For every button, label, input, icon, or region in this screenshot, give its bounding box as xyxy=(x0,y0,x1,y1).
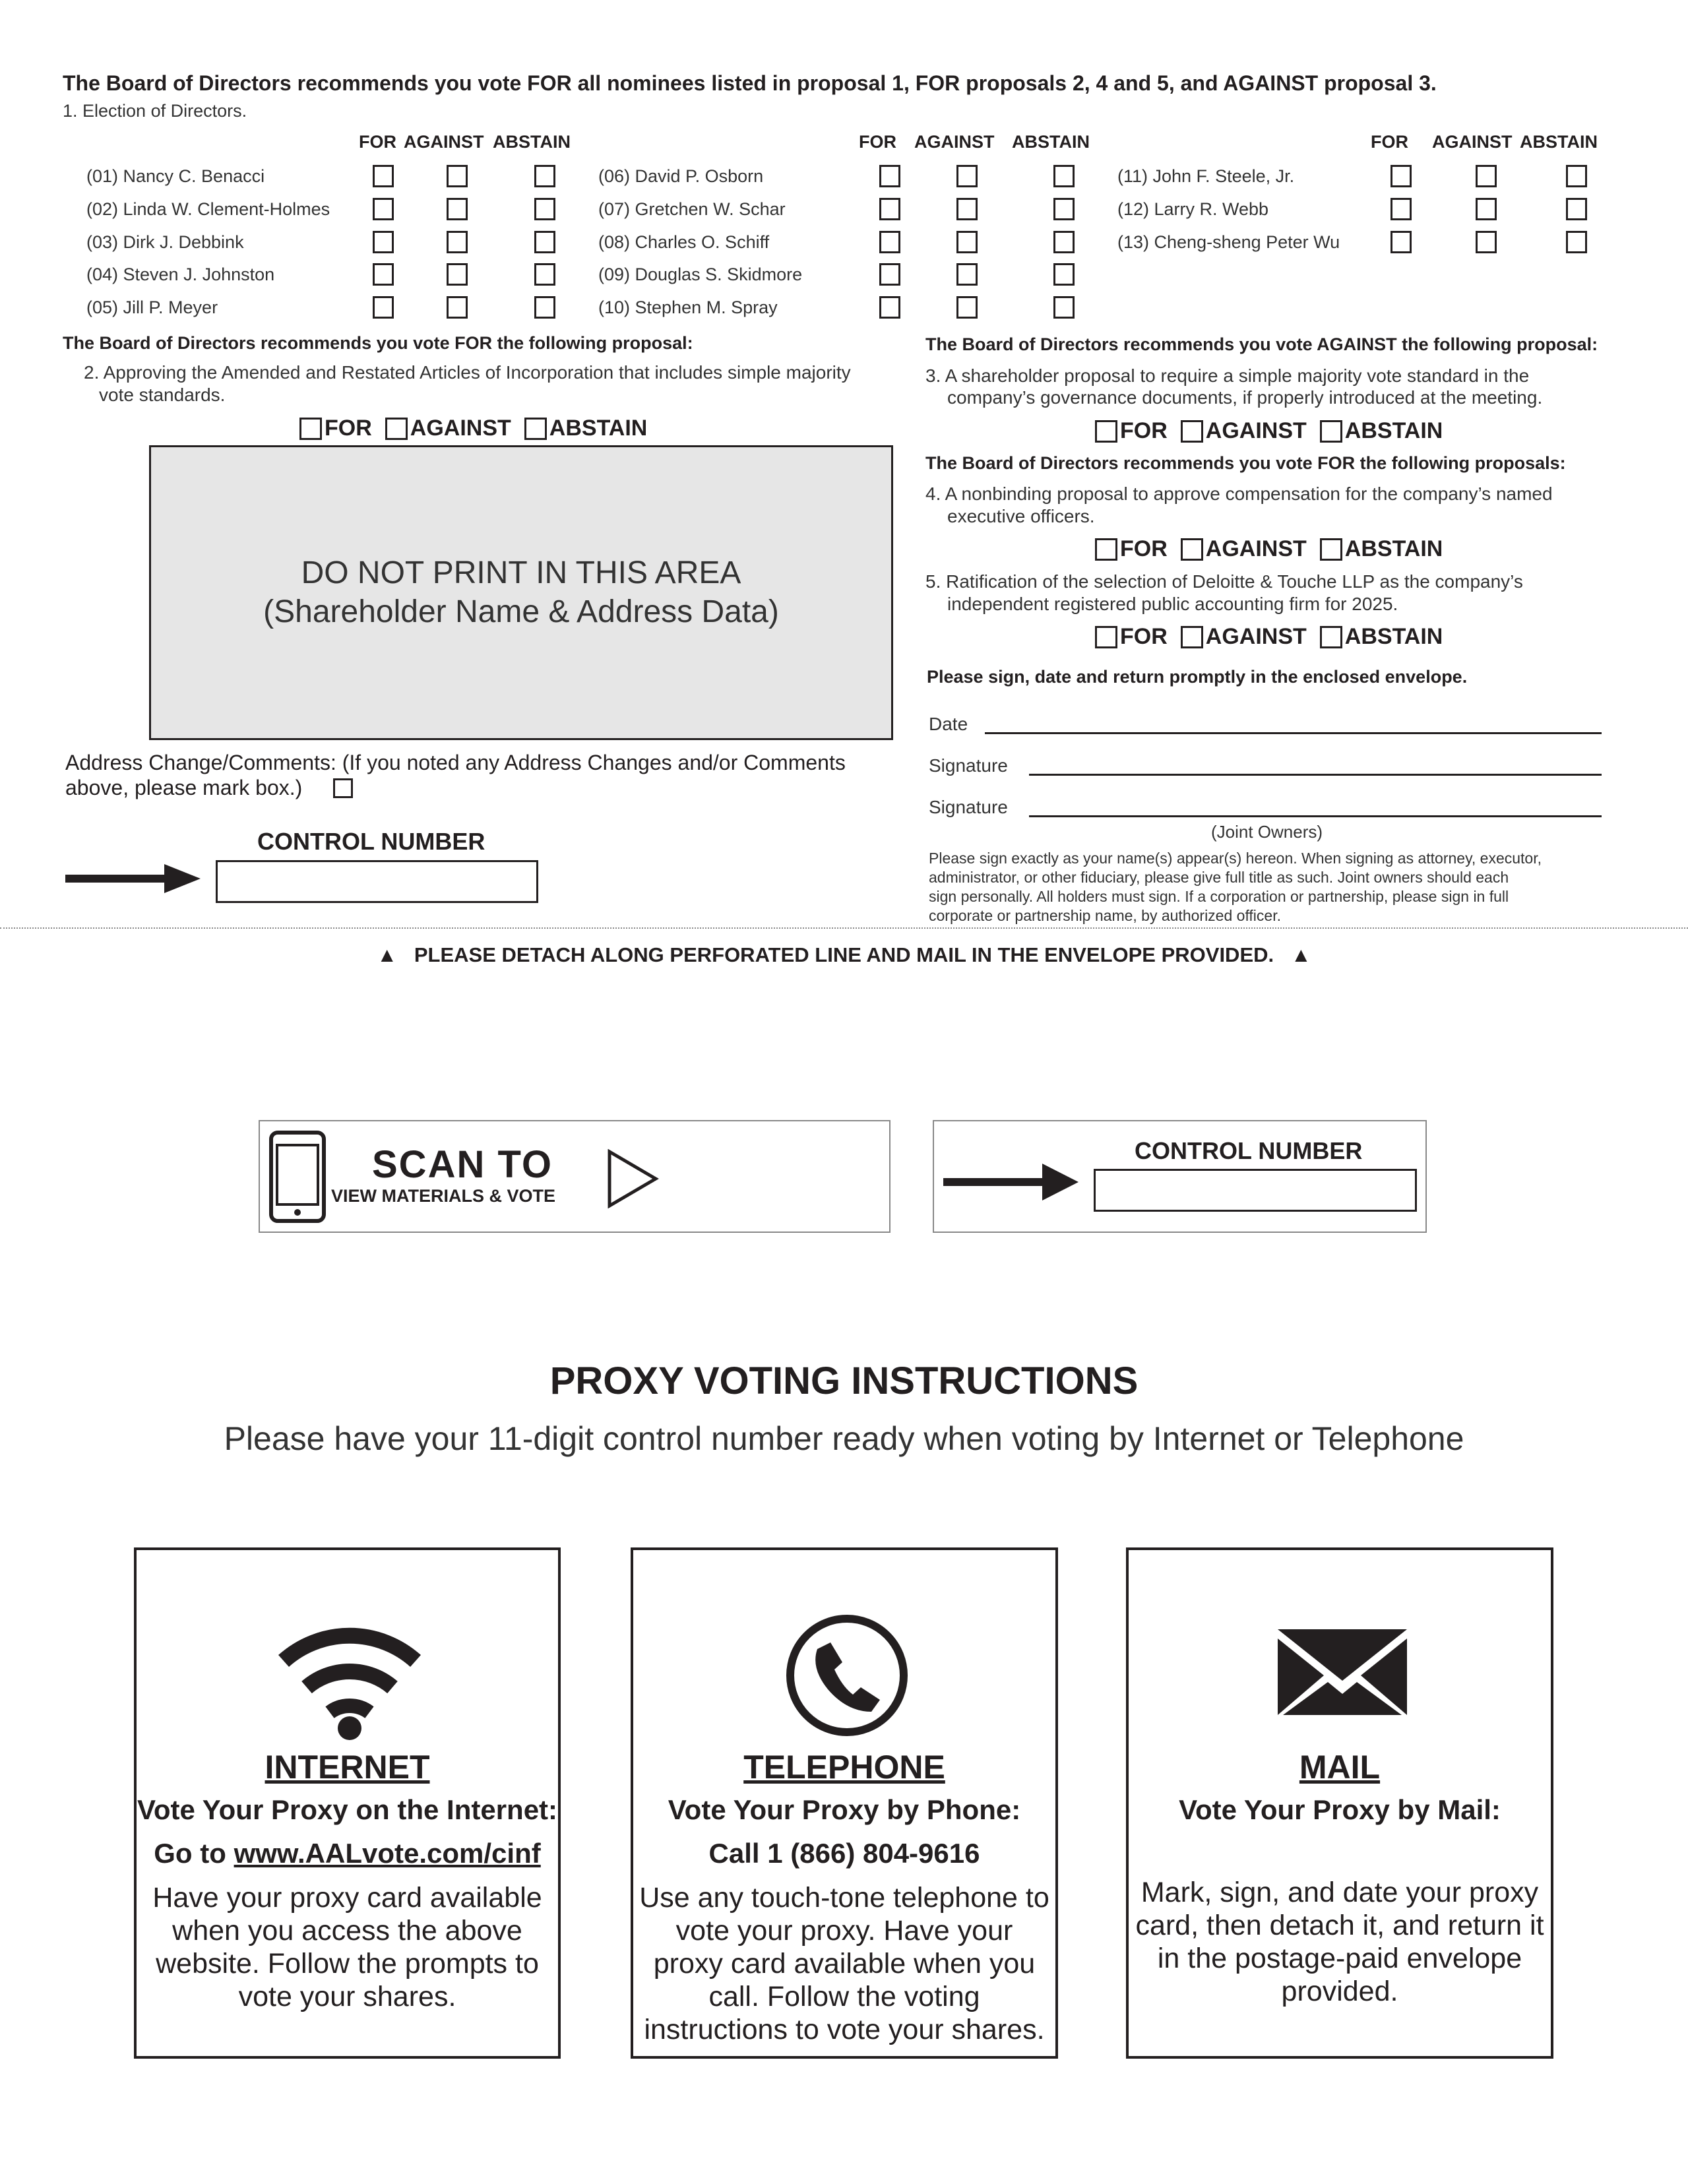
nominee-for-checkbox[interactable] xyxy=(373,165,394,187)
proposal4-for-checkbox[interactable] xyxy=(1095,538,1117,561)
nominee-name: (05) Jill P. Meyer xyxy=(86,297,218,317)
arrow-right-icon xyxy=(65,864,201,893)
proposal45-recommendation: The Board of Directors recommends you vote FOR the following proposals: xyxy=(925,453,1566,473)
nominee-name: (02) Linda W. Clement-Holmes xyxy=(86,199,330,219)
internet-voting-box xyxy=(134,1547,561,2059)
nominee-for-checkbox[interactable] xyxy=(373,231,394,253)
fine-print-line: corporate or partnership name, by authorized officer. xyxy=(929,907,1281,924)
nominee-abstain-checkbox[interactable] xyxy=(1053,263,1075,286)
envelope-icon xyxy=(1278,1629,1407,1715)
signature-label: Signature xyxy=(929,755,1008,776)
abstain-label: ABSTAIN xyxy=(1344,418,1443,443)
nominee-name: (06) David P. Osborn xyxy=(598,166,764,186)
nominee-name: (13) Cheng-sheng Peter Wu xyxy=(1117,232,1340,252)
abstain-label: ABSTAIN xyxy=(549,416,648,441)
control-number-label: CONTROL NUMBER xyxy=(1135,1137,1363,1164)
control-number-box xyxy=(933,1120,1427,1233)
proposal2-options xyxy=(299,416,647,441)
nominee-against-checkbox[interactable] xyxy=(956,231,978,253)
nominee-name: (10) Stephen M. Spray xyxy=(598,297,778,317)
nominee-name: (11) John F. Steele, Jr. xyxy=(1117,166,1295,186)
internet-body: Have your proxy card available when you access the above website. Follow the prompts to vote your shares. xyxy=(152,1882,542,2012)
go-to-label: Go to xyxy=(154,1838,234,1869)
col-abstain: ABSTAIN xyxy=(1012,132,1090,152)
nominee-name: (01) Nancy C. Benacci xyxy=(86,166,265,186)
nominee-abstain-checkbox[interactable] xyxy=(1566,231,1587,253)
nominee-for-checkbox[interactable] xyxy=(1391,231,1412,253)
nominee-against-checkbox[interactable] xyxy=(956,198,978,220)
address-change-checkbox[interactable] xyxy=(333,778,353,798)
col-against: AGAINST xyxy=(404,132,484,152)
signature-joint-label: Signature xyxy=(929,797,1008,817)
proposal3-text-cont: company’s governance documents, if properly introduced at the meeting. xyxy=(947,387,1543,408)
against-label: AGAINST xyxy=(1205,536,1307,561)
nominee-against-checkbox[interactable] xyxy=(1476,231,1497,253)
detach-instruction xyxy=(0,943,1688,967)
joint-owners-label: (Joint Owners) xyxy=(1211,822,1323,842)
proposal5-abstain-checkbox[interactable] xyxy=(1320,626,1342,648)
nominee-against-checkbox[interactable] xyxy=(447,231,468,253)
nominee-for-checkbox[interactable] xyxy=(373,263,394,286)
fine-print-line: Please sign exactly as your name(s) appear(s) hereon. When signing as attorney, executor, xyxy=(929,850,1542,867)
internet-subtitle: Vote Your Proxy on the Internet: xyxy=(137,1794,558,1825)
sign-prompt: Please sign, date and return promptly in the enclosed envelope. xyxy=(927,667,1468,687)
proposal4-text-cont: executive officers. xyxy=(947,506,1095,526)
proposal5-text-cont: independent registered public accounting firm for 2025. xyxy=(947,594,1398,614)
mail-subtitle: Vote Your Proxy by Mail: xyxy=(1179,1794,1501,1825)
proposal2-abstain-checkbox[interactable] xyxy=(524,418,547,440)
nominee-for-checkbox[interactable] xyxy=(879,263,900,286)
perforated-line xyxy=(0,927,1688,929)
proposal5-against-checkbox[interactable] xyxy=(1181,626,1203,648)
nominee-name: (07) Gretchen W. Schar xyxy=(598,199,786,219)
instructions-title: PROXY VOTING INSTRUCTIONS xyxy=(549,1359,1139,1402)
nominee-for-checkbox[interactable] xyxy=(879,165,900,187)
proposal2-recommendation: The Board of Directors recommends you vote FOR the following proposal: xyxy=(63,333,693,353)
nominee-against-checkbox[interactable] xyxy=(1476,165,1497,187)
instructions-subtitle: Please have your 11-digit control number ready when voting by Internet or Telephone xyxy=(224,1420,1464,1457)
for-label: FOR xyxy=(325,416,372,441)
proposal4-abstain-checkbox[interactable] xyxy=(1320,538,1342,561)
triangle-up-icon: ▲ xyxy=(1290,943,1311,966)
nominee-for-checkbox[interactable] xyxy=(373,296,394,319)
proposal5-options xyxy=(1095,624,1443,650)
nominee-abstain-checkbox[interactable] xyxy=(534,198,555,220)
nominee-abstain-checkbox[interactable] xyxy=(534,231,555,253)
mail-body: Mark, sign, and date your proxy card, then detach it, and return it in the postage-paid envelope provided. xyxy=(1135,1877,1544,2007)
col-against: AGAINST xyxy=(1432,132,1513,152)
proposal2-for-checkbox[interactable] xyxy=(299,418,322,440)
detach-text: PLEASE DETACH ALONG PERFORATED LINE AND MAIL IN THE ENVELOPE PROVIDED. xyxy=(414,943,1274,966)
mail-title: MAIL xyxy=(1299,1749,1381,1786)
nominee-name: (03) Dirk J. Debbink xyxy=(86,232,244,252)
abstain-label: ABSTAIN xyxy=(1344,624,1443,649)
fine-print-line: administrator, or other fiduciary, please give full title as such. Joint owners should each xyxy=(929,869,1509,886)
against-label: AGAINST xyxy=(410,416,511,441)
proposal4-against-checkbox[interactable] xyxy=(1181,538,1203,561)
proposal2-against-checkbox[interactable] xyxy=(385,418,408,440)
telephone-number[interactable]: Call 1 (866) 804-9616 xyxy=(708,1838,980,1869)
internet-title: INTERNET xyxy=(265,1749,430,1786)
col-abstain: ABSTAIN xyxy=(1520,132,1598,152)
signature-joint-line[interactable] xyxy=(1029,815,1602,817)
nominee-name: (04) Steven J. Johnston xyxy=(86,265,275,284)
address-change-label-cont: above, please mark box.) xyxy=(65,776,303,799)
for-label: FOR xyxy=(1120,624,1168,649)
nominee-against-checkbox[interactable] xyxy=(447,198,468,220)
col-against: AGAINST xyxy=(914,132,995,152)
proposal3-text: 3. A shareholder proposal to require a simple majority vote standard in the xyxy=(925,365,1530,386)
control-number-field[interactable] xyxy=(1094,1169,1417,1212)
nominee-against-checkbox[interactable] xyxy=(447,296,468,319)
address-change-label: Address Change/Comments: (If you noted any Address Changes and/or Comments xyxy=(65,751,846,774)
mail-voting-box xyxy=(1126,1547,1553,2059)
nominee-for-checkbox[interactable] xyxy=(1391,165,1412,187)
proposal2-text: 2. Approving the Amended and Restated Articles of Incorporation that includes simple majority xyxy=(84,362,851,383)
nominee-abstain-checkbox[interactable] xyxy=(1053,296,1075,319)
nominee-name: (12) Larry R. Webb xyxy=(1117,199,1269,219)
proposal4-options xyxy=(1095,536,1443,562)
control-number-label: CONTROL NUMBER xyxy=(257,828,485,855)
nominee-for-checkbox[interactable] xyxy=(879,296,900,319)
col-for: FOR xyxy=(859,132,896,152)
col-for: FOR xyxy=(1371,132,1408,152)
play-arrow-icon xyxy=(607,1149,660,1208)
date-line[interactable] xyxy=(985,732,1602,734)
nominee-for-checkbox[interactable] xyxy=(1391,198,1412,220)
against-label: AGAINST xyxy=(1205,624,1307,649)
shareholder-address-area xyxy=(149,445,893,740)
proposal5-text: 5. Ratification of the selection of Deloitte & Touche LLP as the company’s xyxy=(925,571,1523,592)
col-abstain: ABSTAIN xyxy=(493,132,571,152)
nominee-for-checkbox[interactable] xyxy=(879,231,900,253)
scan-to-vote-box[interactable] xyxy=(259,1120,891,1233)
for-label: FOR xyxy=(1120,418,1168,443)
telephone-title: TELEPHONE xyxy=(743,1749,945,1786)
nominee-for-checkbox[interactable] xyxy=(879,198,900,220)
nominee-abstain-checkbox[interactable] xyxy=(1566,165,1587,187)
nominee-against-checkbox[interactable] xyxy=(447,263,468,286)
nominee-abstain-checkbox[interactable] xyxy=(1053,165,1075,187)
board-recommendation-header: The Board of Directors recommends you vote FOR all nominees listed in proposal 1, FOR proposals 2, 4 and 5, and AGAINST proposal 3. xyxy=(63,71,1437,95)
nominee-against-checkbox[interactable] xyxy=(1476,198,1497,220)
proposal2-text-cont: vote standards. xyxy=(99,385,226,405)
shareholder-data-label: (Shareholder Name & Address Data) xyxy=(263,594,779,629)
signing-instructions xyxy=(929,849,1542,925)
telephone-subtitle: Vote Your Proxy by Phone: xyxy=(668,1794,1021,1825)
nominee-abstain-checkbox[interactable] xyxy=(534,165,555,187)
proposal3-abstain-checkbox[interactable] xyxy=(1320,420,1342,443)
signature-line[interactable] xyxy=(1029,774,1602,776)
proposal3-against-checkbox[interactable] xyxy=(1181,420,1203,443)
telephone-voting-box xyxy=(631,1547,1058,2059)
nominee-name: (09) Douglas S. Skidmore xyxy=(598,265,803,284)
triangle-up-icon: ▲ xyxy=(377,943,398,966)
voting-website-link[interactable]: www.AALvote.com/cinf xyxy=(234,1838,541,1869)
nominee-against-checkbox[interactable] xyxy=(956,296,978,319)
nominee-abstain-checkbox[interactable] xyxy=(534,263,555,286)
do-not-print-label: DO NOT PRINT IN THIS AREA xyxy=(301,555,741,590)
abstain-label: ABSTAIN xyxy=(1344,536,1443,561)
view-materials-label: VIEW MATERIALS & VOTE xyxy=(331,1186,556,1206)
telephone-body: Use any touch-tone telephone to vote your proxy. Have your proxy card available when you call. Follow the voting instructions to vote your shares. xyxy=(639,1882,1049,2045)
nominee-abstain-checkbox[interactable] xyxy=(1566,198,1587,220)
control-number-field[interactable] xyxy=(216,860,538,903)
proposal4-text: 4. A nonbinding proposal to approve compensation for the company’s named xyxy=(925,484,1553,504)
nominee-name: (08) Charles O. Schiff xyxy=(598,232,770,252)
scan-to-label: SCAN TO xyxy=(372,1143,553,1186)
smartphone-icon xyxy=(269,1131,326,1223)
for-label: FOR xyxy=(1120,536,1168,561)
arrow-right-icon xyxy=(943,1162,1078,1202)
phone-icon xyxy=(784,1613,910,1738)
proposal3-for-checkbox[interactable] xyxy=(1095,420,1117,443)
date-label: Date xyxy=(929,714,968,734)
nominee-abstain-checkbox[interactable] xyxy=(534,296,555,319)
fine-print-line: sign personally. All holders must sign. If a corporation or partnership, please sign in full xyxy=(929,888,1509,905)
col-for: FOR xyxy=(359,132,396,152)
nominee-abstain-checkbox[interactable] xyxy=(1053,198,1075,220)
proposal3-options xyxy=(1095,418,1443,444)
nominee-for-checkbox[interactable] xyxy=(373,198,394,220)
against-label: AGAINST xyxy=(1205,418,1307,443)
nominee-against-checkbox[interactable] xyxy=(447,165,468,187)
proposal1-title: 1. Election of Directors. xyxy=(63,101,247,121)
internet-action xyxy=(137,1834,558,1873)
proposal3-recommendation: The Board of Directors recommends you vote AGAINST the following proposal: xyxy=(925,334,1598,354)
nominee-against-checkbox[interactable] xyxy=(956,263,978,286)
nominee-abstain-checkbox[interactable] xyxy=(1053,231,1075,253)
proposal5-for-checkbox[interactable] xyxy=(1095,626,1117,648)
wifi-icon xyxy=(277,1615,422,1740)
nominee-against-checkbox[interactable] xyxy=(956,165,978,187)
